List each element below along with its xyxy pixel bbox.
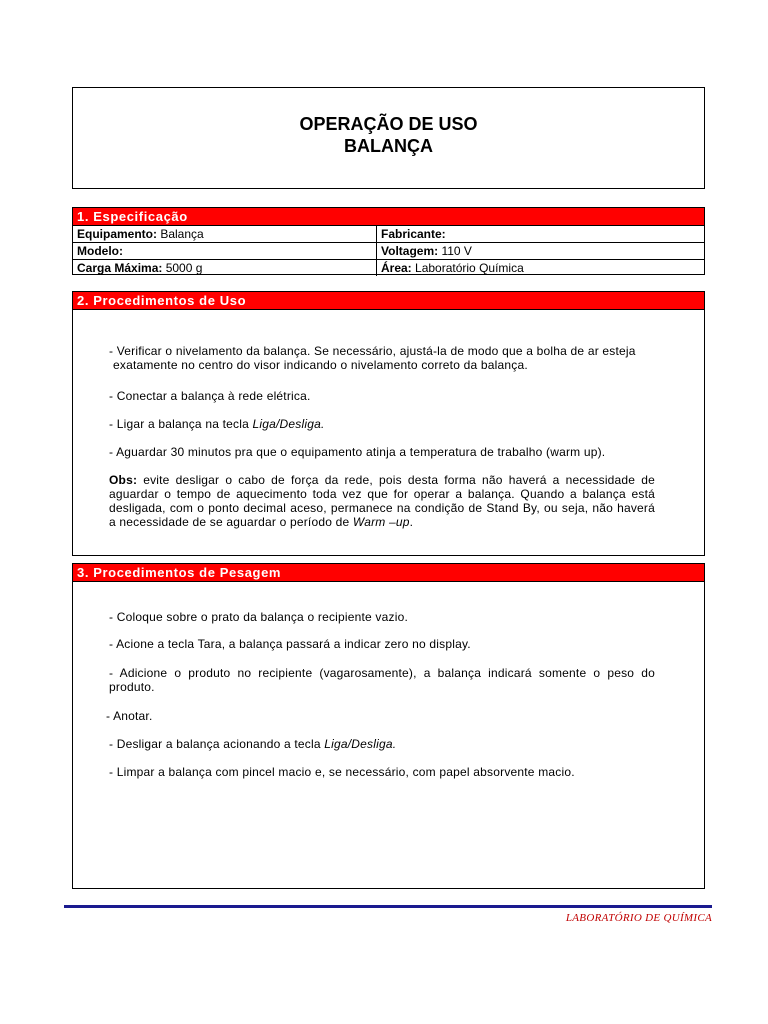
field-label: Equipamento:: [77, 226, 157, 241]
field-label: Modelo:: [77, 243, 123, 258]
text: evite desligar o cabo de força da rede, pois desta forma não haverá a necessidade de aguardar o tempo de aquecimento toda vez que for operar a balança. Quando a balança está desligada, com o ponto decimal aceso, permanece na condição de Stand By, ou seja, não haverá a necessidade de se aguardar o período de: [109, 473, 655, 529]
text-emphasis: Warm –up: [352, 515, 410, 529]
usage-procedures-section: [72, 291, 705, 556]
text: - Ligar a balança na tecla: [109, 417, 253, 431]
text-emphasis: Liga/Desliga.: [252, 417, 325, 431]
footer-divider: [64, 905, 712, 908]
table-cell: [377, 260, 705, 277]
paragraph-power-on: [109, 417, 655, 431]
paragraph-note: - Anotar.: [106, 709, 153, 723]
title-box: [72, 87, 705, 189]
field-value: 5000 g: [162, 260, 203, 275]
field-label: Fabricante:: [381, 226, 446, 241]
table-row: [73, 260, 704, 277]
paragraph-leveling: [109, 344, 655, 372]
field-value: 110 V: [438, 243, 472, 258]
paragraph-tare: - Acione a tecla Tara, a balança passará a indicar zero no display.: [109, 637, 471, 651]
text-line: exatamente no centro do visor indicando o nivelamento correto da balança.: [113, 358, 528, 372]
document-title: OPERAÇÃO DE USO: [299, 114, 478, 134]
paragraph-connect: - Conectar a balança à rede elétrica.: [109, 389, 311, 403]
usage-procedures-header: 2. Procedimentos de Uso: [73, 292, 704, 310]
table-row: [73, 243, 704, 260]
text-line: produto.: [109, 680, 155, 694]
text-line: - Verificar o nivelamento da balança. Se necessário, ajustá-la de modo que a bolha de ar esteja: [109, 344, 636, 358]
specification-table: [73, 226, 704, 276]
obs-label: Obs:: [109, 473, 138, 487]
field-label: Voltagem:: [381, 243, 439, 258]
table-cell: [73, 260, 377, 277]
footer-text: LABORATÓRIO DE QUÍMICA: [565, 912, 712, 924]
table-cell: [73, 243, 377, 260]
paragraph-add-product: [109, 666, 655, 694]
text: - Desligar a balança acionando a tecla: [109, 737, 325, 751]
document-subtitle: BALANÇA: [344, 136, 433, 156]
table-cell: [377, 226, 705, 243]
field-value: Balança: [157, 226, 204, 241]
weighing-procedures-section: [72, 563, 705, 889]
text-emphasis: Liga/Desliga.: [324, 737, 397, 751]
field-value: Laboratório Química: [411, 260, 524, 275]
table-cell: [73, 226, 377, 243]
specification-header: 1. Especificação: [73, 208, 704, 226]
specification-section: [72, 207, 705, 275]
text-line: - Adicione o produto no recipiente (vagarosamente), a balança indicará somente o peso do: [109, 666, 655, 680]
table-row: [73, 226, 704, 243]
field-label: Área:: [381, 260, 412, 275]
paragraph-container: - Coloque sobre o prato da balança o recipiente vazio.: [109, 610, 408, 624]
paragraph-observation: [109, 473, 655, 529]
weighing-procedures-header: 3. Procedimentos de Pesagem: [73, 564, 704, 582]
paragraph-wait: - Aguardar 30 minutos pra que o equipamento atinja a temperatura de trabalho (warm up).: [109, 445, 606, 459]
paragraph-clean: - Limpar a balança com pincel macio e, se necessário, com papel absorvente macio.: [109, 765, 575, 779]
field-label: Carga Máxima:: [77, 260, 163, 275]
text: .: [409, 515, 414, 529]
paragraph-power-off: [109, 737, 655, 751]
table-cell: [377, 243, 705, 260]
